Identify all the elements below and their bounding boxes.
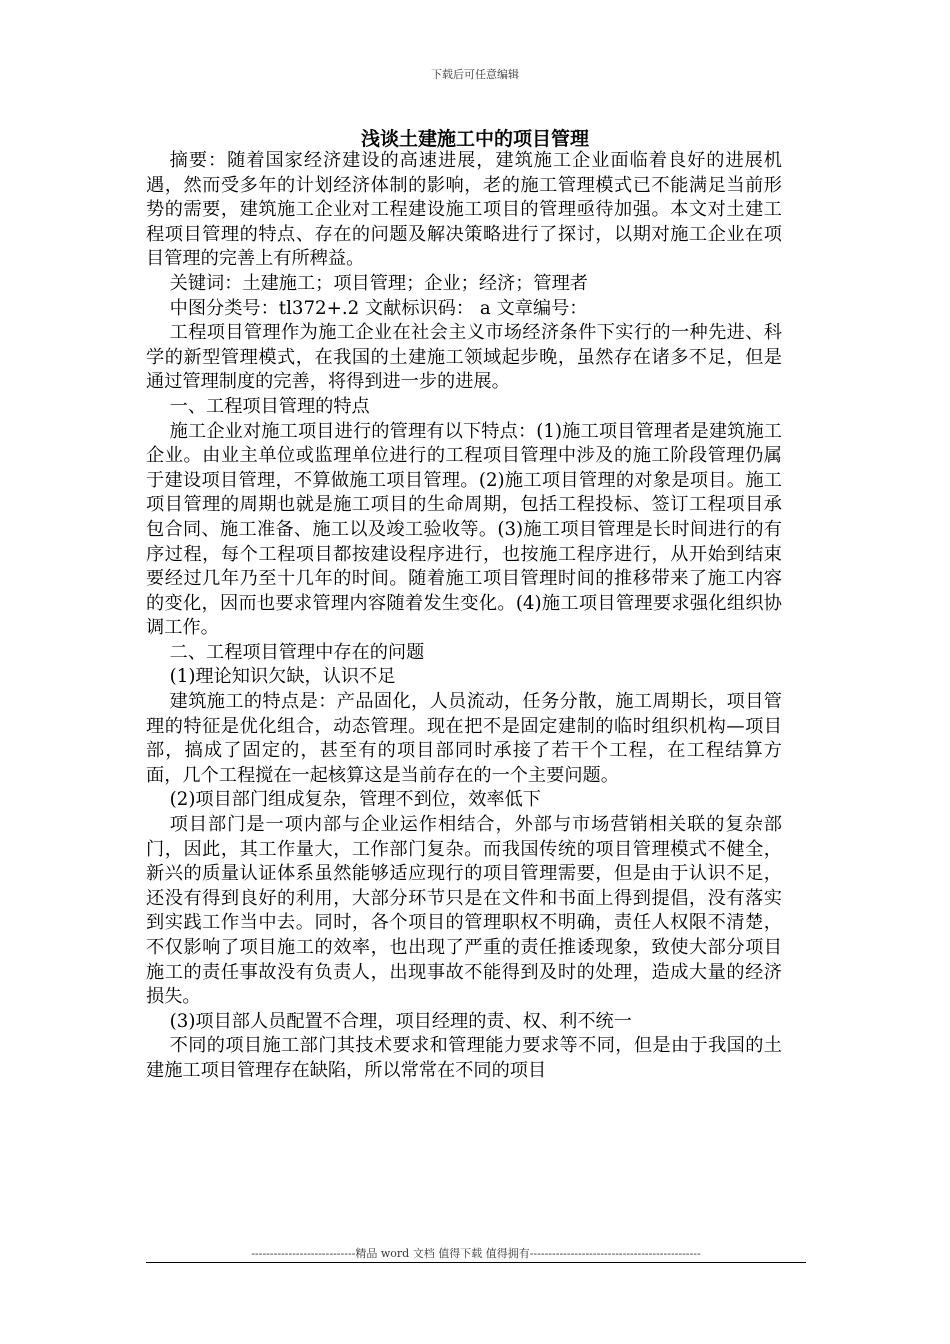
document-title: 浅谈土建施工中的项目管理 (360, 128, 589, 150)
section-heading-1: 一、工程项目管理的特点 (169, 395, 370, 417)
subheading-1: (1)理论知识欠缺，认识不足 (169, 666, 396, 688)
abstract-paragraph: 摘要：随着国家经济建设的高速进展，建筑施工企业面临着良好的进展机遇，然而受多年的计划经济体制的影响，老的施工管理模式已不能满足当前形势的需要，建筑施工企业对工程建设施工项目的管理亟待加强。本文对土建工程项目管理的特点、存在的问题及解决策略进行了探讨，以期对施工企业在项目管理的完善上有所稗益。 (146, 150, 782, 270)
section-heading-2: 二、工程项目管理中存在的问题 (169, 641, 425, 663)
intro-paragraph: 工程项目管理作为施工企业在社会主义市场经济条件下实行的一种先进、科学的新型管理模式，在我国的土建施工领域起步晚，虽然存在诸多不足，但是通过管理制度的完善，将得到进一步的进展。 (146, 322, 782, 393)
classification-line: 中图分类号：tl372+.2 文献标识码： a 文章编号： (169, 297, 588, 319)
page-header-note: 下载后可任意编辑 (431, 68, 519, 81)
body-paragraph: 建筑施工的特点是：产品固化，人员流动，任务分散，施工周期长，项目管理的特征是优化组合，动态管理。现在把不是固定建制的临时组织机构—项目部，搞成了固定的，甚至有的项目部同时承接了若干个工程，在工程结算方面，几个工程搅在一起核算这是当前存在的一个主要问题。 (146, 691, 782, 786)
body-paragraph: 施工企业对施工项目进行的管理有以下特点：(1)施工项目管理者是建筑施工企业。由业主单位或监理单位进行的工程项目管理中涉及的施工阶段管理仍属于建设项目管理，不算做施工项目管理。(2)施工项目管理的对象是项目。施工项目管理的周期也就是施工项目的生命周期，包括工程投标、签订工程项目承包合同、施工准备、施工以及竣工验收等。(3)施工项目管理是长时间进行的有序过程，每个工程项目都按建设程序进行，也按施工程序进行，从开始到结束要经过几年乃至十几年的时间。随着施工项目管理时间的推移带来了施工内容的变化，因而也要求管理内容随着发生变化。(4)施工项目管理要求强化组织协调工作。 (146, 420, 782, 639)
document-body (146, 149, 782, 1084)
subheading-3: (3)项目部人员配置不合理，项目经理的责、权、利不统一 (169, 1010, 632, 1032)
keywords-line: 关键词：土建施工；项目管理；企业；经济；管理者 (169, 272, 588, 294)
body-paragraph: 不同的项目施工部门其技术要求和管理能力要求等不同，但是由于我国的土建施工项目管理存在缺陷，所以常常在不同的项目 (146, 1035, 782, 1081)
body-paragraph: 项目部门是一项内部与企业运作相结合，外部与市场营销相关联的复杂部门，因此，其工作量大，工作部门复杂。而我国传统的项目管理模式不健全，新兴的质量认证体系虽然能够适应现行的项目管理需要，但是由于认识不足，还没有得到良好的利用，大部分环节只是在文件和书面上得到提倡，没有落实到实践工作当中去。同时，各个项目的管理职权不明确，责任人权限不清楚，不仅影响了项目施工的效率，也出现了严重的责任推诿现象，致使大部分项目施工的责任事故没有负责人，出现事故不能得到及时的处理，造成大量的经济损失。 (146, 814, 782, 1008)
footer-divider (146, 1262, 806, 1263)
page-footer-text: ----------------------------精品 word 文档 值得下载 值得拥有---------------------------------------------- (251, 1247, 701, 1260)
subheading-2: (2)项目部门组成复杂，管理不到位，效率低下 (169, 789, 541, 811)
